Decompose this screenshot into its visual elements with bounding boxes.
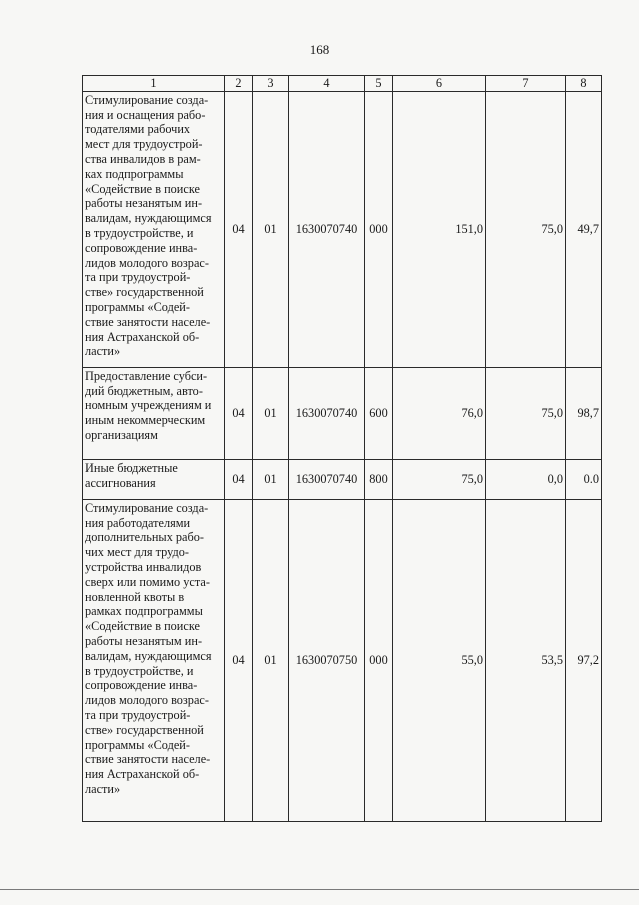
row-expense-type: 600 [365, 367, 393, 459]
row-target-code: 1630070740 [289, 91, 365, 367]
table-row [83, 499, 602, 821]
row-percent: 0.0 [566, 459, 602, 499]
row-value-7: 75,0 [486, 367, 566, 459]
row-subsection-code: 01 [253, 91, 289, 367]
row-percent: 98,7 [566, 367, 602, 459]
row-value-6: 76,0 [393, 367, 486, 459]
row-percent: 97,2 [566, 499, 602, 821]
row-value-6: 55,0 [393, 499, 486, 821]
header-cell-5: 5 [365, 76, 393, 92]
row-subsection-code: 01 [253, 367, 289, 459]
row-value-6: 151,0 [393, 91, 486, 367]
row-expense-type: 000 [365, 499, 393, 821]
row-section-code: 04 [225, 91, 253, 367]
row-expense-type: 000 [365, 91, 393, 367]
row-description: Стимулирование созда- ния работодателями дополнительных рабо- чих мест для трудо- устройства инвалидов сверх или помимо уста- новленной квоты в рамках подпрограммы «Содействие в поиске работы незанятым ин- валидам, нуждающимся в трудоустройстве, и сопровождение инва- лидов молодого возрас- та при трудоустрой- стве» государственной программы «Содей- ствие занятости населе- ния Астраханской об- ласти» [83, 499, 225, 821]
header-row [83, 76, 602, 92]
row-section-code: 04 [225, 499, 253, 821]
row-subsection-code: 01 [253, 499, 289, 821]
row-description: Стимулирование созда- ния и оснащения рабо- тодателями рабочих мест для трудоустрой- ства инвалидов в рам- ках подпрограммы «Содействие в поиске работы незанятым ин- валидам, нуждающимся в трудоустройстве, и сопровождение инва- лидов молодого возрас- та при трудоустрой- стве» государственной программы «Содей- ствие занятости населе- ния Астраханской об- ласти» [83, 91, 225, 367]
row-section-code: 04 [225, 367, 253, 459]
row-description: Предоставление субси- дий бюджетным, авто- номным учреждениям и иным некоммерческим организациям [83, 367, 225, 459]
page-number: 168 [309, 42, 330, 57]
row-expense-type: 800 [365, 459, 393, 499]
row-target-code: 1630070740 [289, 367, 365, 459]
row-percent: 49,7 [566, 91, 602, 367]
budget-table [82, 75, 602, 822]
header-cell-8: 8 [566, 76, 602, 92]
row-target-code: 1630070750 [289, 499, 365, 821]
header-cell-6: 6 [393, 76, 486, 92]
table-row [83, 367, 602, 459]
header-cell-4: 4 [289, 76, 365, 92]
row-value-7: 0,0 [486, 459, 566, 499]
row-description: Иные бюджетные ассигнования [83, 459, 225, 499]
page-edge-line [0, 889, 639, 890]
header-cell-3: 3 [253, 76, 289, 92]
row-value-7: 75,0 [486, 91, 566, 367]
row-subsection-code: 01 [253, 459, 289, 499]
header-cell-1: 1 [83, 76, 225, 92]
row-section-code: 04 [225, 459, 253, 499]
header-cell-2: 2 [225, 76, 253, 92]
row-target-code: 1630070740 [289, 459, 365, 499]
row-value-7: 53,5 [486, 499, 566, 821]
row-value-6: 75,0 [393, 459, 486, 499]
table-row [83, 91, 602, 367]
table-row [83, 459, 602, 499]
header-cell-7: 7 [486, 76, 566, 92]
